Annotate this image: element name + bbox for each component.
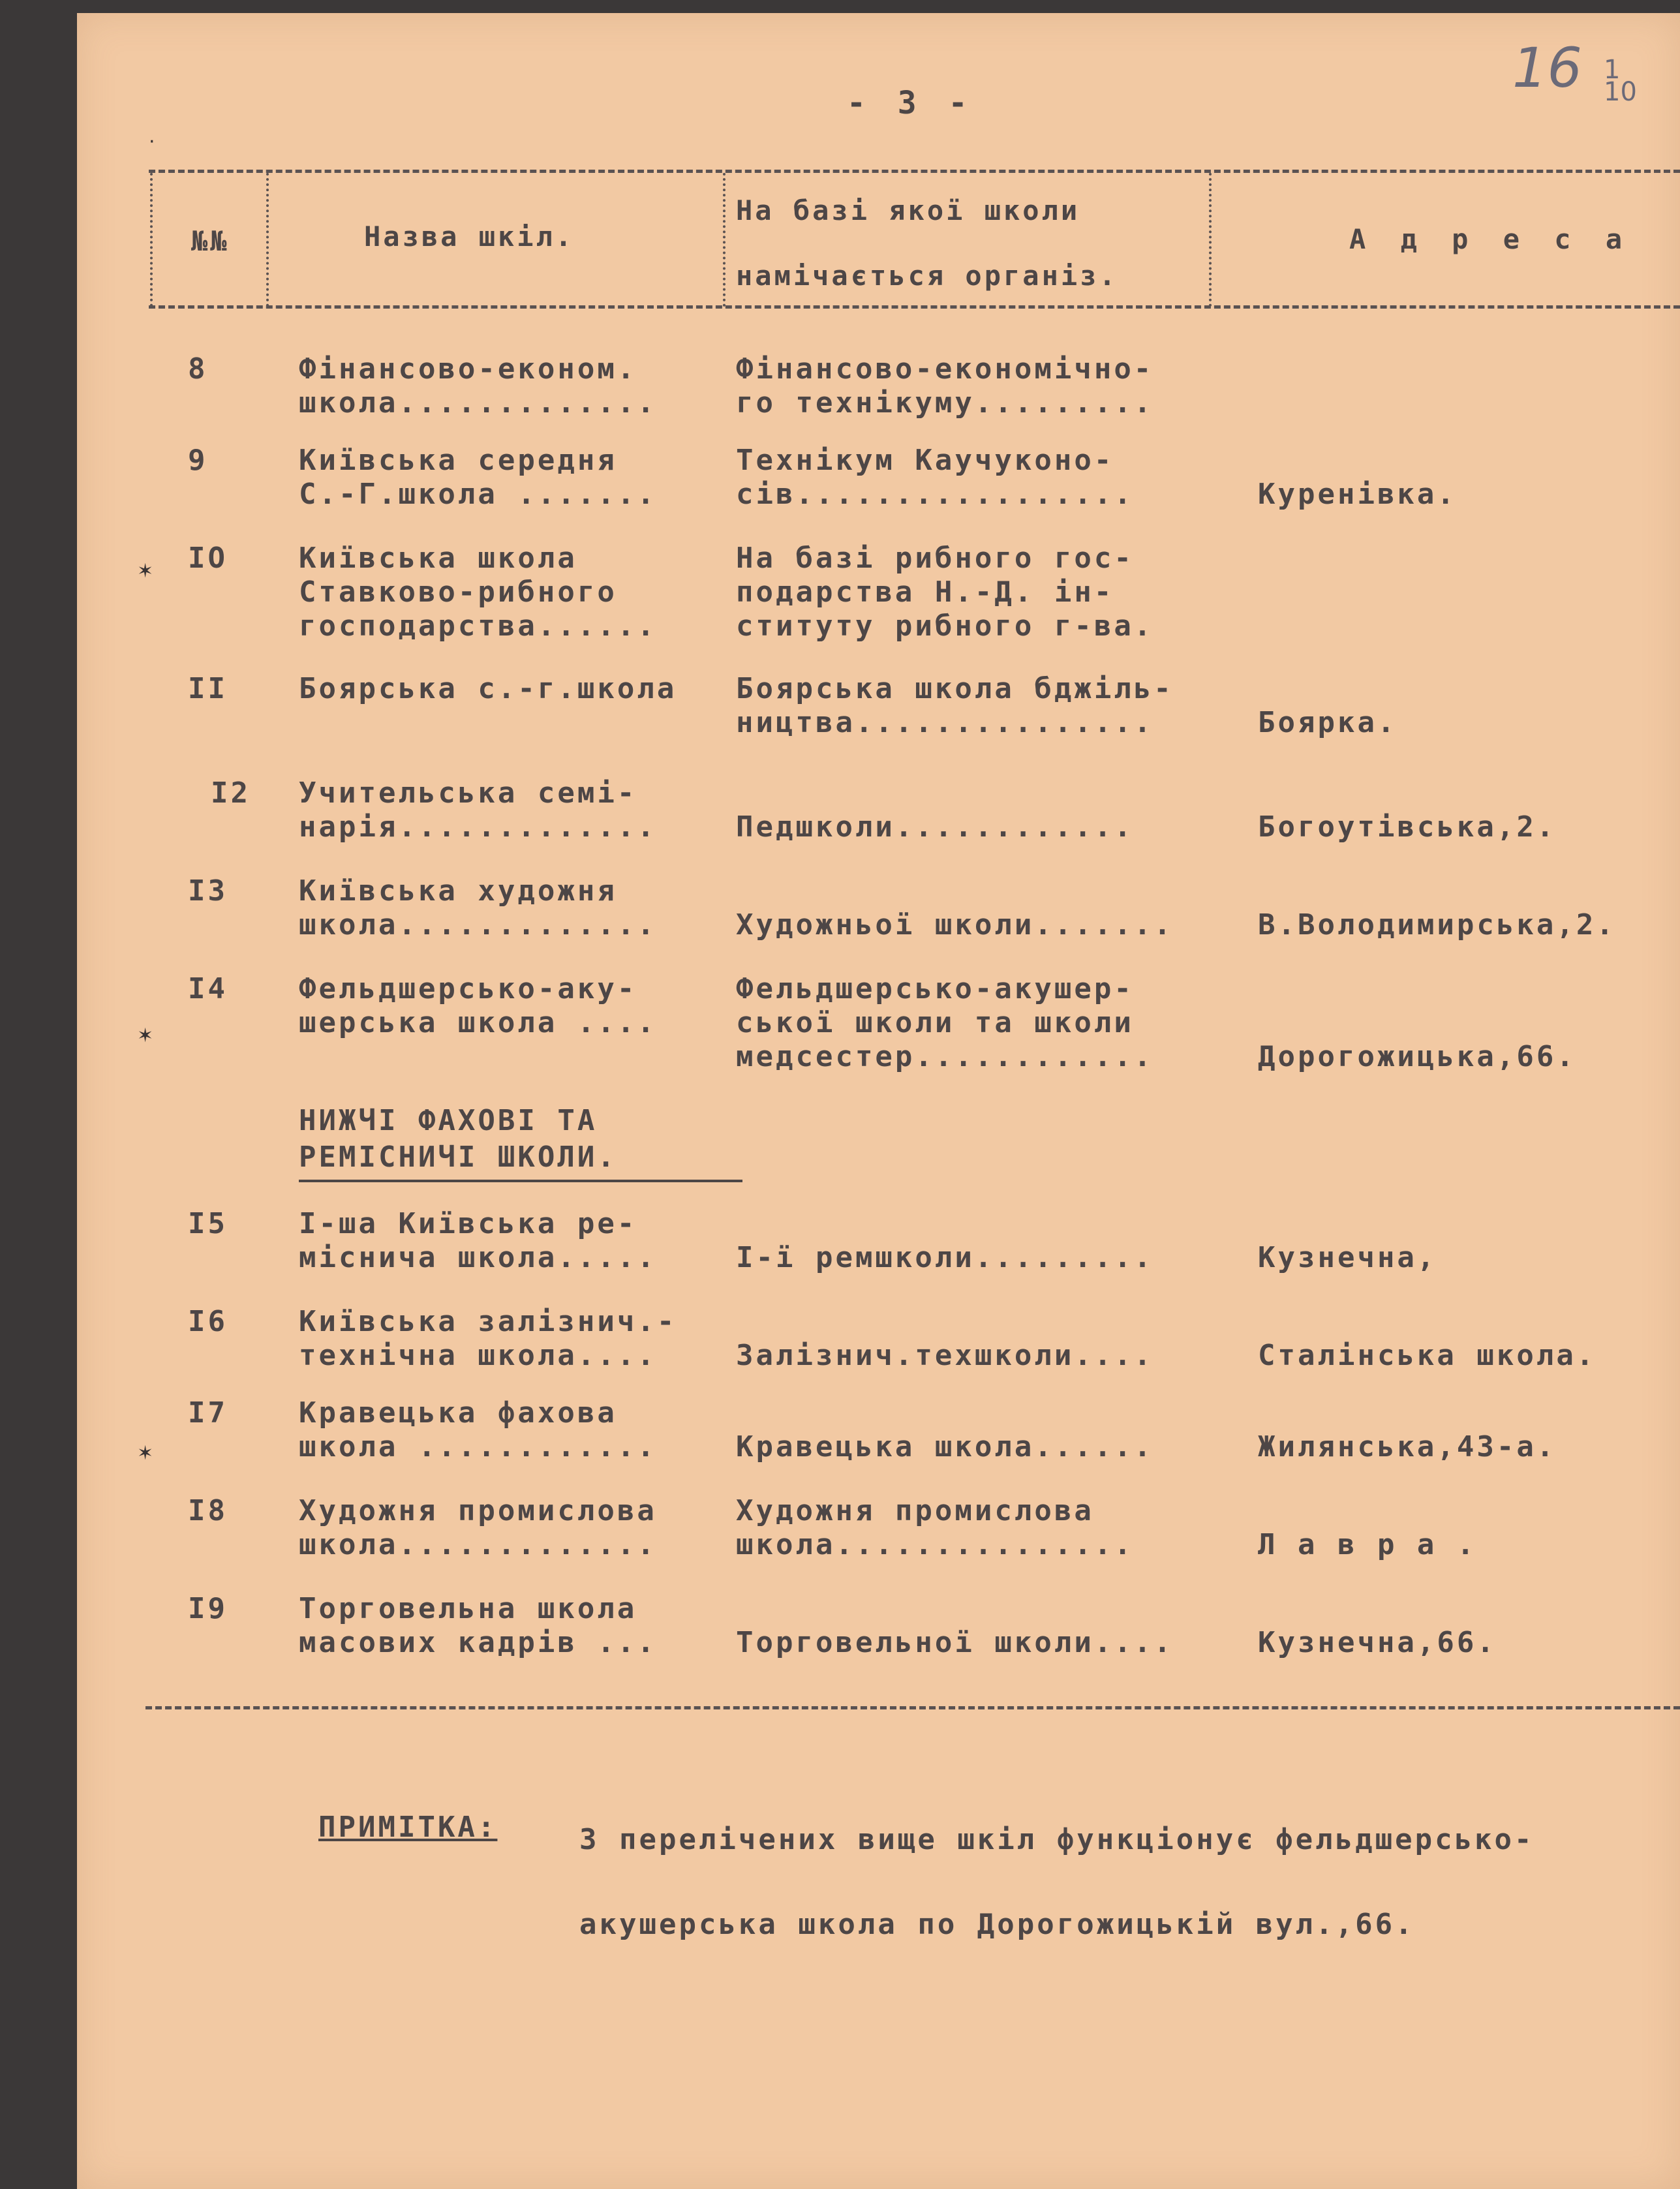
row-number: I6: [188, 1305, 228, 1338]
school-base: Кравецька школа......: [736, 1430, 1154, 1463]
row-number: IO: [188, 542, 228, 575]
school-name: Учительська семі- нарія.............: [299, 776, 657, 844]
school-name: Боярська с.-г.школа: [299, 672, 677, 705]
school-address: Богоутівська,2.: [1258, 810, 1557, 844]
school-name: Київська середня С.-Г.школа .......: [299, 444, 657, 511]
school-base: Художньої школи.......: [736, 908, 1174, 941]
school-name: Художня промислова школа.............: [299, 1494, 657, 1561]
section-heading-underline: [299, 1180, 742, 1182]
archive-folio-subnumber: 1 10: [1604, 55, 1637, 107]
school-address: В.Володимирська,2.: [1258, 908, 1616, 941]
column-header-name: Назва шкіл.: [364, 221, 575, 253]
row-number: I2: [211, 776, 251, 810]
table-header-bottom-rule: [149, 305, 1680, 309]
school-address: Сталінська школа.: [1258, 1339, 1596, 1372]
column-header-number: №№: [191, 225, 230, 257]
column-header-base-line1: На базі якої школи: [736, 194, 1080, 226]
school-base: На базі рибного гос- подарства Н.-Д. ін- ституту рибного г-ва.: [736, 542, 1154, 643]
school-address: Кузнечна,66.: [1258, 1626, 1497, 1659]
school-address: Жилянська,43-а.: [1258, 1430, 1557, 1463]
school-name: Київська школа Ставково-рибного господарства......: [299, 542, 657, 643]
header-divider: [150, 173, 153, 307]
school-base: I-ї ремшколи.........: [736, 1241, 1154, 1274]
school-base: Торговельної школи....: [736, 1626, 1174, 1659]
school-name: Київська художня школа.............: [299, 874, 657, 941]
row-number: I8: [188, 1494, 228, 1527]
school-base: Фельдшерсько-акушер- ської школи та школи медсестер............: [736, 972, 1154, 1073]
school-base: Технікум Каучуконо- сів.................: [736, 444, 1134, 511]
school-name: Київська залізнич.- технічна школа....: [299, 1305, 677, 1372]
school-name: Торговельна школа масових кадрів ...: [299, 1592, 657, 1659]
archive-folio-number: 16: [1512, 36, 1582, 100]
row-number: 9: [188, 444, 208, 477]
note-label: ПРИМІТКА:: [318, 1811, 498, 1844]
row-number: 8: [188, 352, 208, 386]
header-divider: [723, 173, 725, 307]
section-heading: НИЖЧІ ФАХОВІ ТА РЕМІСНИЧІ ШКОЛИ.: [299, 1104, 617, 1174]
school-base: Художня промислова школа...............: [736, 1494, 1134, 1561]
school-base: Боярська школа бджіль- ництва...............: [736, 672, 1174, 739]
note-text-line1: З перелічених вище шкіл функціонує фельдшерсько-: [579, 1823, 1535, 1856]
table-bottom-rule: [145, 1706, 1680, 1709]
margin-mark: ✶: [137, 1024, 154, 1047]
school-name: Фельдшерсько-аку- шерська школа ....: [299, 972, 657, 1039]
row-number: I4: [188, 972, 228, 1005]
row-number: I7: [188, 1396, 228, 1430]
row-number: I3: [188, 874, 228, 908]
note-text-line2: акушерська школа по Дорогожицькій вул.,66.: [579, 1908, 1415, 1941]
school-address: Дорогожицька,66.: [1258, 1040, 1576, 1073]
school-address: Куренівка.: [1258, 478, 1457, 511]
row-number: I9: [188, 1592, 228, 1625]
margin-mark: ·: [149, 130, 155, 153]
document-page: [77, 13, 1680, 2189]
table-top-rule: [149, 170, 1680, 173]
school-name: Фінансово-економ. школа.............: [299, 352, 657, 420]
page-number: - 3 -: [847, 85, 974, 121]
school-name: Кравецька фахова школа ............: [299, 1396, 657, 1463]
column-header-address: А д р е с а: [1349, 223, 1632, 255]
row-number: II: [188, 672, 228, 705]
header-divider: [266, 173, 269, 307]
school-address: Кузнечна,: [1258, 1241, 1437, 1274]
row-number: I5: [188, 1207, 228, 1240]
column-header-base-line2: намічається організ.: [736, 260, 1118, 292]
margin-mark: ✶: [137, 1442, 154, 1465]
header-divider: [1209, 173, 1212, 307]
margin-mark: ✶: [137, 560, 154, 583]
school-name: I-ша Київська ре- міснича школа.....: [299, 1207, 657, 1274]
school-base: Фінансово-економічно- го технікуму.........: [736, 352, 1154, 420]
school-address: Л а в р а .: [1258, 1528, 1477, 1561]
school-base: Залізнич.техшколи....: [736, 1339, 1154, 1372]
school-base: Педшколи............: [736, 810, 1134, 844]
school-address: Боярка.: [1258, 706, 1397, 739]
